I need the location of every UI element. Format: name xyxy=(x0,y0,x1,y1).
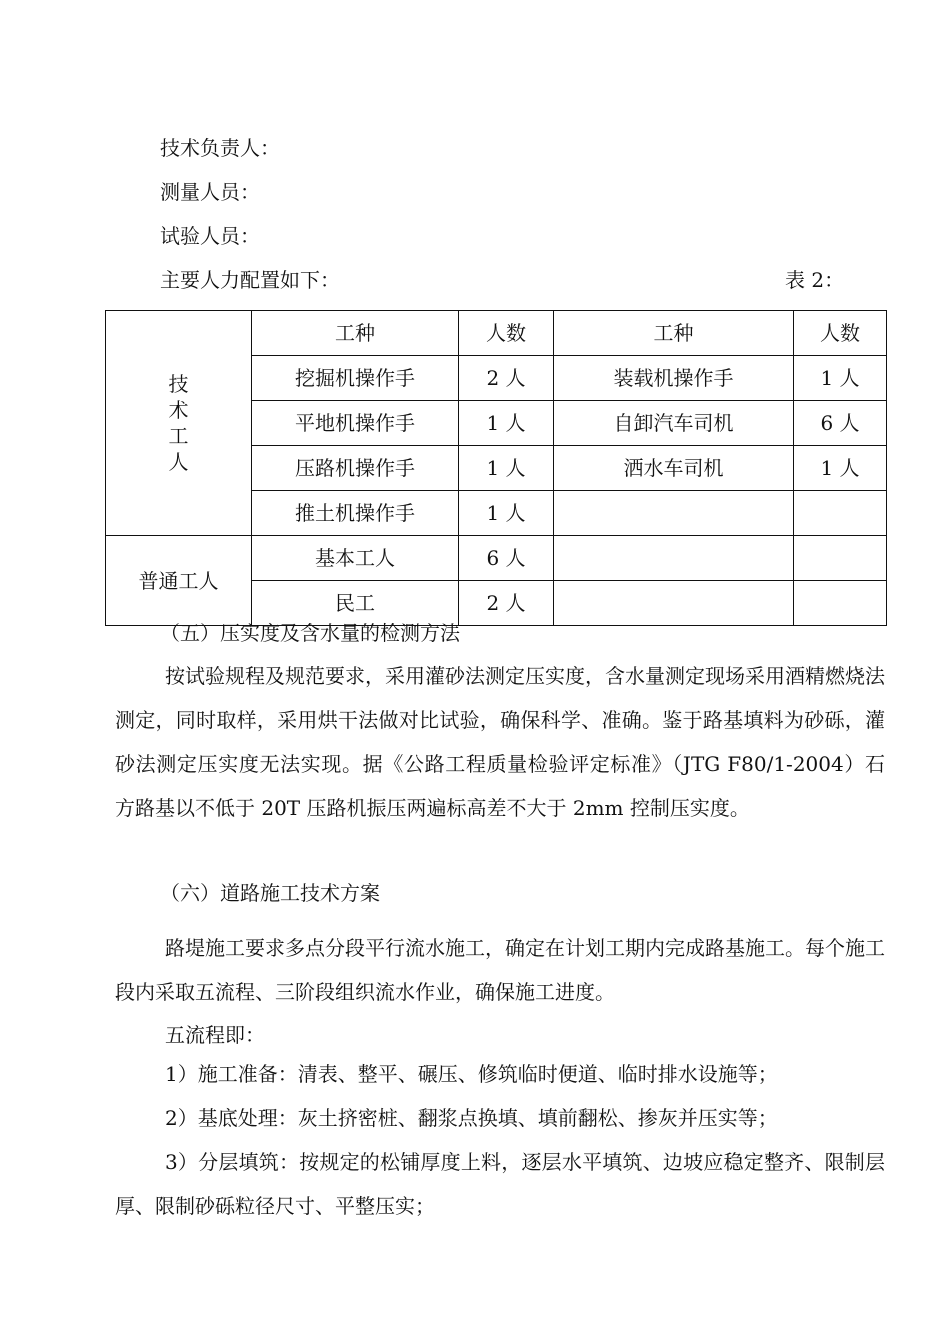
cell-type: 平地机操作手 xyxy=(252,401,459,446)
cell-type: 自卸汽车司机 xyxy=(554,401,794,446)
skilled-workers-label: 技 术 工 人 xyxy=(106,311,252,536)
col-header-type: 工种 xyxy=(252,311,459,356)
table-row xyxy=(106,311,887,356)
cell-count: 1 人 xyxy=(794,446,887,491)
process-item: 3）分层填筑：按规定的松铺厚度上料，逐层水平填筑、边坡应稳定整齐、限制层厚、限制砂砾粒径尺寸、平整压实； xyxy=(115,1150,885,1218)
cell-count xyxy=(794,536,887,581)
cell-count: 2 人 xyxy=(459,581,554,626)
section-6-paragraph: 路堤施工要求多点分段平行流水施工，确定在计划工期内完成路基施工。每个施工段内采取五流程、三阶段组织流水作业，确保施工进度。 xyxy=(115,936,885,1004)
manpower-intro: 主要人力配置如下： xyxy=(160,268,340,292)
col-header-count: 人数 xyxy=(794,311,887,356)
cell-type: 民工 xyxy=(252,581,459,626)
cell-type xyxy=(554,536,794,581)
manpower-table xyxy=(105,310,887,626)
cell-count: 1 人 xyxy=(459,491,554,536)
cell-type: 推土机操作手 xyxy=(252,491,459,536)
process-item: 1）施工准备：清表、整平、碾压、修筑临时便道、临时排水设施等； xyxy=(165,1062,778,1086)
cell-type xyxy=(554,581,794,626)
col-header-count: 人数 xyxy=(459,311,554,356)
cell-type: 挖掘机操作手 xyxy=(252,356,459,401)
section-5-paragraph: 按试验规程及规范要求，采用灌砂法测定压实度，含水量测定现场采用酒精燃烧法测定，同时取样，采用烘干法做对比试验，确保科学、准确。鉴于路基填料为砂砾，灌砂法测定压实度无法实现。据《公路工程质量检验评定标准》（JTG F80/1-2004）石方路基以不低于 20T 压路机振压两遍标高差不大于 2mm 控制压实度。 xyxy=(115,664,885,820)
process-item: 2）基底处理：灰土挤密桩、翻浆点换填、填前翻松、掺灰并压实等； xyxy=(165,1106,778,1130)
survey-staff-label: 测量人员： xyxy=(160,180,260,204)
general-workers-label: 普通工人 xyxy=(106,536,252,626)
section-6-body xyxy=(115,926,885,1014)
cell-count: 1 人 xyxy=(459,401,554,446)
cell-count xyxy=(794,581,887,626)
tech-lead-label: 技术负责人： xyxy=(160,136,280,160)
process-list-title: 五流程即： xyxy=(165,1023,265,1047)
section-5-body xyxy=(115,654,885,830)
cell-count: 6 人 xyxy=(459,536,554,581)
cell-count xyxy=(794,491,887,536)
section-5-title: （五）压实度及含水量的检测方法 xyxy=(160,621,460,645)
cell-count: 2 人 xyxy=(459,356,554,401)
cell-count: 1 人 xyxy=(794,356,887,401)
process-list xyxy=(115,1018,885,1228)
col-header-type: 工种 xyxy=(554,311,794,356)
cell-type xyxy=(554,491,794,536)
cell-type: 基本工人 xyxy=(252,536,459,581)
cell-type: 压路机操作手 xyxy=(252,446,459,491)
cell-count: 6 人 xyxy=(794,401,887,446)
table-row xyxy=(106,536,887,581)
test-staff-label: 试验人员： xyxy=(160,224,260,248)
cell-type: 洒水车司机 xyxy=(554,446,794,491)
section-6-title: （六）道路施工技术方案 xyxy=(160,881,380,905)
cell-count: 1 人 xyxy=(459,446,554,491)
table-number: 表 2： xyxy=(785,268,845,292)
cell-type: 装载机操作手 xyxy=(554,356,794,401)
